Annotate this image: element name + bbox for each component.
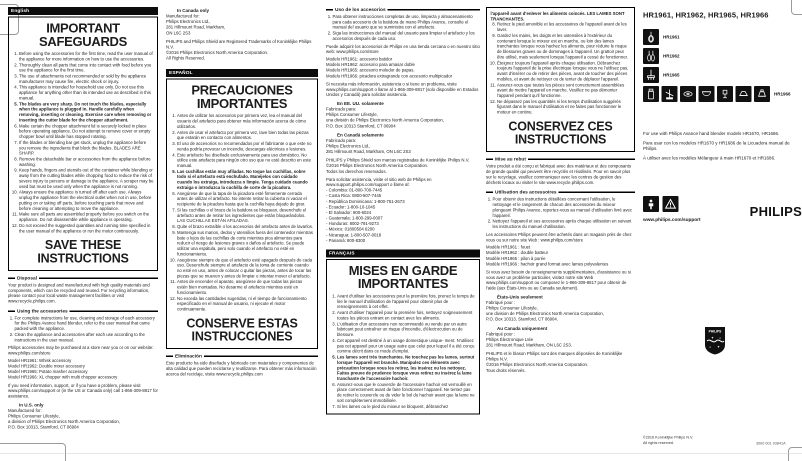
phone-line: - Nicaragua: 1-800-507-0018	[326, 232, 382, 238]
trademark-block	[166, 39, 318, 61]
canada-only-heading: In Canada only	[177, 8, 210, 13]
list-item: 11. Assurez-vous que toutes les pièces sont correctement assemblées avant de mettre l'appareil en marche. Veuillez ne pas démonter l'appareil pendant qu'il fonctionne.	[497, 82, 631, 98]
product-label: HR1966	[774, 91, 791, 97]
document-number: 3000 001 93841A	[756, 441, 786, 446]
caution-icon	[663, 196, 679, 212]
list-item: 10. Éteignez toujours l'appareil après chaque utilisation. Débranchez toujours l'appareil de la prise électrique lorsque vous ne l'utilisez pas, avant d'insérer ou de retirer des pièces, avant de toucher des pièces mobiles, et avant de nettoyer ou de tenter de déplacer l'appareil.	[497, 60, 631, 81]
canada-address-fr	[486, 331, 635, 348]
safeguards-list-french-1	[331, 293, 476, 409]
list-item: 7. If the blades or blending bar get stuck, unplug the appliance before you remove the ingredients that block the blades. BLADES ARE SHARP.	[19, 140, 154, 156]
chopper-bowl-icon	[699, 86, 715, 102]
address-line: a division of Philips Electronics North America Corporation,	[8, 419, 121, 425]
column-spanish-accessories-french	[326, 7, 480, 415]
list-item: 4. Este artefacto fue diseñado exclusivamente para uso doméstico. No utilice este artefacto para ningún otro uso que no esté descrito en este manual.	[177, 152, 314, 168]
footer-rights-line: All rights reserved.	[643, 440, 675, 445]
model-line: Modelo HR1966: picadora extragrande con accesorio multipicador	[326, 73, 453, 79]
utilisation-heading: Utilisation des accessoires	[495, 189, 557, 196]
uso-heading: Uso de los accesorios	[335, 7, 386, 13]
list-item: 12. Ne dépassez pas les quantités ni les temps d'utilisation suggérés figurant dans le manuel d'utilisation et ne faites pas fonctionner le moteur en continu.	[497, 99, 631, 115]
save-instructions-heading: SAVE THESE INSTRUCTIONS	[37, 238, 129, 266]
trademark-line: All Rights Reserved.	[166, 55, 205, 61]
svg-text:✦: ✦	[711, 336, 714, 340]
address-line: Philips Consumer Lifestyle,	[326, 112, 378, 118]
product-row-hr1966	[643, 86, 791, 102]
model-line: Modelo HR1962: accesorio para amasar doble	[326, 62, 415, 68]
list-item: 3. El uso de accesorios no recomendados por el fabricante o que este no venda podría provocar un incendio, descargas eléctricas o lesiones.	[177, 141, 314, 152]
address-line: Philips Electronics Ltd.,	[326, 143, 371, 149]
model-line: Modèle HR1962 : double batteur	[486, 250, 549, 256]
disposal-heading: Disposal	[17, 275, 37, 281]
trademark-line: PHILIPS and Philips Shield are Registered Trademarks of Koninklijke Philips N.V.	[166, 38, 312, 50]
us-address-es	[326, 107, 480, 129]
address-line: Philips Consumer Lifestyle,	[8, 413, 60, 419]
model-line: Model HR1966: XL chopper with multi chopper accessory	[8, 374, 118, 380]
purchase-paragraph: Philips accessories may be purchased at a store near you or on our website: www.philips.com/store	[8, 345, 154, 356]
address-line: Fabriqué pour :	[486, 299, 516, 305]
address-line: P.O. Box 10313 Stamford, CT 06904	[326, 123, 396, 129]
phone-line: - México: 01800504 6200	[326, 226, 375, 232]
phone-line: - Costa Rica: 0800-507-7445	[326, 193, 382, 199]
trademark-block-es	[326, 158, 480, 175]
list-item: 11. Make sure all parts are assembled properly before you switch on the appliance. Do not disassemble while appliance is operating.	[19, 212, 154, 223]
support-paragraph: If you need information, support, or if you have a problem, please visit www.philips.com/support or (in the US or Canada only) call 1-866-309-8817 for assistance.	[8, 382, 158, 399]
canada-address-es	[326, 138, 480, 155]
trademark-line: PHILIPS y Philips Shield son marcas registradas de Koninklijke Philips N.V.	[326, 157, 470, 163]
list-item: 6. Assurez-vous que le couvercle de l'accessoire hachoir est verrouillé en place correctement avant de faire fonctionner l'appareil. Ne tentez pas de retirer le couvercle ou de vider le bol du hachoir avant que la lame ne soit complètement immobilisée.	[337, 382, 476, 403]
support-paragraph-fr: Si vous avez besoin de renseignements supplémentaires, d'assistance ou si vous avez un problème particulier, visitez notre site Web www.philips.com/support ou composez le 1-866-309-8817 pour obtenir de l'aide (aux États-Unis ou au Canada seulement).	[486, 269, 631, 291]
read-manual-icon	[643, 196, 659, 212]
phones-intro: Para solicitar asistencia, visite el sitio web de Philips en www.support.philips.com/support o llame al:	[326, 176, 432, 188]
list-item: 2. Antes de usar el artefacto por primera vez, lave bien todas las piezas que estarán en contacto con alimentos.	[177, 130, 314, 141]
us-only-heading-fr: États-Unis seulement	[497, 294, 543, 300]
section-title: MISES EN GARDE IMPORTANTES	[348, 262, 458, 292]
list-item: 7. Si les lames ou le pied du mixeur se bloquent, débranchez	[337, 404, 476, 409]
xl-chopper-jar-icon	[643, 86, 659, 102]
column-english	[8, 7, 158, 430]
address-line: 281 Hillmount Road, Markham,	[166, 24, 226, 30]
address-line: Manufactured for:	[8, 407, 42, 413]
rebut-heading: Mise au rebut	[495, 156, 526, 163]
trademark-line: ©2016 Philips Electronics North America Corporation.	[326, 163, 429, 169]
safeguards-box-french-2	[486, 7, 635, 152]
model-line: Modèle HR1961 : fouet	[486, 244, 531, 250]
address-line: Fabriqué pour :	[486, 331, 516, 337]
model-line: Model HR1962: Double mixer accessory	[8, 363, 85, 369]
address-line: P.O. Box 10313, Stamford, CT 06904	[8, 424, 79, 430]
model-line: Modèle HR1966 : hachoir grand format avec lames polyvalentes	[486, 261, 609, 267]
list-item: 1. Para obtener instrucciones completas de uso, limpieza y almacenamiento para cada accesorio de la batidora de mano Philips Avance, consulte el manual del usuario que se suministra con el artefacto.	[333, 14, 481, 30]
compatibility-line: Para usar con los modelos HR1670 y HR1686 de la Licuadora manual de Philips.	[643, 140, 790, 152]
list-item: 9. Mantenga sus manos, dedos y utensilios fuera del contenedor mientras bate o lejos de las cuchillas de corte mientras pica alimentos para reducir el riesgo de lesiones graves o daños al artefacto. Se puede utilizar una espátula, pero solo cuando el artefacto no esté en funcionamiento.	[177, 230, 314, 257]
potato-masher-accessory-icon	[643, 67, 659, 83]
list-item: 8. Retirez le pied amovible et les accessoires de l'appareil avant de les laver.	[497, 22, 631, 33]
model-list-french	[486, 245, 635, 267]
svg-text:✦: ✦	[719, 337, 722, 340]
compatibility-line: For use with Philips Avance hand blender models HR1670, HR1686.	[643, 131, 780, 136]
list-item: 4. This appliance is intended for household use only. Do not use this appliance for anything other than its intended use as described in this manual.	[19, 85, 154, 101]
save-instructions-heading: CONSERVE ESTAS INSTRUCCIONES	[186, 316, 298, 344]
product-label: HR1961	[663, 34, 680, 40]
list-item: 8. Quite el brazo extraíble o los accesorios del artefacto antes de lavarlos.	[177, 224, 314, 229]
phone-line: - Panamá: 800-8300	[326, 237, 366, 243]
product-row-hr1965	[643, 67, 680, 83]
address-line: 281 Hillmount Road, Markham, ON L6C 2S3.	[486, 342, 572, 348]
address-line: una división de Philips Electronics North America Corporation,	[326, 117, 444, 123]
blade-protector-icon	[717, 86, 733, 102]
phone-line: - Colombia: 01-800-700-7445	[326, 187, 383, 193]
multi-blade-disc-icon	[680, 86, 696, 102]
compatibility-line: À utiliser avec les modèles Mélangeur à main HR1670 et HR1686.	[643, 155, 776, 161]
whisk-accessory-icon	[643, 29, 659, 45]
us-only-heading-es: En EE. UU. solamente	[337, 101, 384, 107]
section-title: PRECAUCIONES IMPORTANTES	[191, 82, 293, 111]
list-item: 3. L'utilisation d'un accessoire non recommandé ou vendu par un autre fabricant peut entraîner un risque d'incendie, d'électrocution ou de blessure.	[337, 321, 476, 337]
list-item: 4. Cet appareil est destiné à un usage domestique unique- ment. N'utilisez pas cet appareil pour un usage autre que celui pour lequel il a été conçu comme décrit dans ce mode d'emploi.	[337, 338, 476, 354]
phone-line: - El Salvador: 800-6024	[326, 209, 372, 215]
accessories-heading: Using the accessories	[17, 308, 68, 314]
continuation-text: l'appareil avant d'enlever les aliments coincés. LES LAMES SONT TRANCHANTES.	[490, 11, 625, 22]
list-item: 12. No exceda las cantidades sugeridas, ni el tiempo de funcionamiento especificado en el manual de usuario, ni ejecute el motor continuamente.	[177, 296, 314, 312]
safeguards-box-spanish	[166, 79, 318, 349]
address-line: ON L6C 2S3	[166, 30, 191, 36]
phone-line: - República Dominicana: 1-800-751-2673	[326, 198, 405, 204]
language-banner-spanish: ESPAÑOL	[166, 69, 318, 77]
eliminacion-heading: Eliminación	[175, 353, 202, 360]
chopper-blade-unit-icon	[662, 86, 678, 102]
disposal-body: Your product is designed and manufactured with high quality materials and components, which can be recycled and reused. For recycling information, please contact your local waste management facilities or visit www.recycle.philips.com.	[8, 282, 150, 304]
address-line: P.O. Box 10313, Stamford, CT 06904.	[486, 316, 558, 322]
rebut-body: Votre produit a été conçu et fabriqué avec des matériaux et des composants de grande qualité qui peuvent être recyclés et réutilisés. Pour en savoir plus sur le recyclage, veuillez communiquer avec les centres de gestion des déchets locaux ou visiter le site www.recycle.philips.com.	[486, 163, 631, 185]
safeguards-box-english	[8, 17, 158, 271]
section-title: IMPORTANT SAFEGUARDS	[38, 20, 127, 49]
model-list-spanish	[326, 57, 480, 79]
svg-text:✦: ✦	[717, 345, 720, 349]
column-spanish	[166, 7, 318, 377]
list-item: 2. Avant d'utiliser l'appareil pour la première fois, nettoyez soigneusement toutes les pièces entrant en contact avec les aliments.	[337, 310, 476, 321]
list-item: 5. Las cuchillas están muy afiladas. No toque las cuchillas, sobre todo si el artefacto está enchufado. Manéjelos con cuidado cuando los extraiga, introduzca o limpie. Tenga cuidado cuando extraiga o introduzca la cuchilla de corte de la picadora.	[177, 169, 314, 190]
corner-crop-mark	[0, 443, 66, 461]
purchase-paragraph-es: Puede adquirir los accesorios de Philips en una tienda cercana o en nuestro sitio web: www.philips.com/store	[326, 43, 480, 55]
trademark-line: ©2016 Philips Electronics North America Corporation.	[486, 362, 589, 368]
address-line: Philips Electronics Ltd.,	[166, 19, 211, 25]
list-item: 2. Nettoyez l'appareil et ses accessoires après chaque utilisation en suivant les instructions du manuel d'utilisation.	[493, 219, 636, 230]
list-item: 1. Before using the accessories for the first time, read the user manual of the appliance for more information on how to use the accessories.	[19, 51, 154, 62]
address-line: une division de Philips Electronics North America Corporation,	[486, 311, 604, 317]
list-item: 2. Thoroughly clean all parts that come into contact with food before you use the appliance for the first time.	[19, 62, 154, 73]
list-item: 8. Remove the detachable bar or accessories from the appliance before washing.	[19, 156, 154, 167]
safeguards-list-spanish	[171, 113, 314, 312]
phone-line: - Guatemala: 1-800-299-0007	[326, 215, 383, 221]
phone-list	[326, 188, 480, 244]
model-line: Modelo HR1965: accesorio moledor de papas.	[326, 67, 415, 73]
address-line: Fabricado para:	[326, 137, 357, 143]
us-only-heading: In U.S. only	[19, 402, 44, 408]
list-item: 5. Les lames sont très tranchantes. Ne touchez pas les lames, surtout lorsque l'appareil est branché. Manipulez ces éléments avec précaution lorsque vous les retirez, les insérez ou les nettoyez. Faites preuve de prudence lorsque vous retirez ou insérez la lame tranchante de l'accessoire hachoir.	[337, 355, 476, 382]
list-item: 1. Pour obtenir des instructions détaillées concernant l'utilisation, le nettoyage et le rangement de chacun des accessoires du mixeur plongeant Philips Avance, reportez-vous au manuel d'utilisation livré avec l'appareil.	[493, 197, 636, 218]
model-line: Model HR1961: Whisk accessory	[8, 357, 72, 363]
product-row-hr1962	[643, 48, 680, 64]
list-item: 6. Asegúrese de que la tapa de la picadora esté firmemente cerrada antes de utilizar el artefacto. No intente retirar la cubierta ni vaciar el recipiente de la picadora hasta que la cuchilla haya dejado de girar.	[177, 191, 314, 207]
address-line: 281 Hillmount Road, Markham, ON L6C 2S3	[326, 149, 411, 155]
list-item: 11. Antes de encender el aparato, asegúrese de que todas las piezas estén bien montadas. No desarme el artefacto mientras esté en funcionamiento.	[177, 279, 314, 295]
philips-shield-logo	[704, 326, 726, 355]
us-address-fr	[486, 300, 635, 322]
list-item: 10. Always ensure the appliance is turned off after each use. Always unplug the appliance from the electrical outlet when not in use, before putting on or taking off parts, before touching parts that move and before cleaning or attempting to move the appliance.	[19, 190, 154, 211]
accessories-list-english	[8, 315, 158, 342]
product-label: HR1965	[663, 72, 680, 78]
canada-address	[166, 14, 318, 36]
canada-only-heading-es: En Canadá solamente	[337, 132, 384, 138]
language-banner-french: FRANÇAIS	[326, 249, 480, 257]
safeguards-box-french-1	[326, 259, 480, 415]
trademark-line: ©2016 Philips Electronics North America Corporation.	[166, 50, 269, 56]
address-line: Fabricado para:	[326, 106, 357, 112]
address-line: Philips Consumer Lifestyle,	[486, 305, 538, 311]
language-banner-english: English	[8, 7, 158, 15]
footer-copyright-line: ©2016 Koninklijke Philips N.V.	[643, 435, 694, 440]
canada-only-heading-fr: Au Canada uniquement	[497, 325, 548, 331]
save-instructions-heading: CONSERVEZ CES INSTRUCTIONS	[508, 119, 613, 147]
address-line: Manufactured for:	[166, 13, 200, 19]
safeguards-list-french-2	[491, 22, 631, 115]
column-french-2	[486, 7, 635, 373]
phone-line: - Ecuador: 1-800-10-1045	[326, 204, 376, 210]
trademark-line: PHILIPS et le blason Philips sont des marques déposées de Koninklijke Philips N.V.	[486, 351, 623, 362]
model-list-english	[8, 358, 158, 380]
product-row-hr1961	[643, 29, 680, 45]
model-line: Modelo HR1961: accesorio batidor	[326, 56, 393, 62]
support-paragraph-es: Si necesita más información, asistencia o si tiene un problema, visite www.philips.com/support o llame al 1-866-309-8817 (solo disponible en Estados Unidos y Canadá) para solicitar asistencia.	[326, 81, 479, 98]
phone-line: - Honduras: 8002-791-9273	[326, 221, 379, 227]
us-address	[8, 408, 158, 430]
trademark-line: Tous droits réservés.	[486, 367, 526, 373]
chopper-parts-icons	[643, 86, 770, 102]
support-url: www.philips.com/support	[643, 217, 701, 223]
list-item: 1. For complete instructions for use, cleaning and storage of each accessory for the Philips Avance hand blender, refer to the user manual that came packed with the appliance.	[15, 315, 159, 331]
model-panel	[640, 0, 802, 461]
svg-text:✦: ✦	[709, 346, 712, 349]
footer-copyright	[643, 435, 693, 446]
utilisation-list	[486, 197, 635, 230]
safeguards-list-english	[13, 51, 154, 234]
list-item: 10. Asegúrese siempre de que el artefacto esté apagado después de cada uso. Desenchufe siempre el artefacto de la toma de corriente cuando no esté en uso, antes de colocar o quitar las piezas, antes de tocar las piezas que se mueven y antes de limpiar o intentar mover el artefacto.	[177, 257, 314, 278]
trademark-line: Todos los derechos reservados.	[326, 168, 387, 174]
svg-text:PHILIPS: PHILIPS	[708, 329, 722, 334]
uso-list	[326, 14, 480, 41]
list-item: 7. Si las cuchillas o el brazo de la batidora se bloquean, desenchufe el artefacto antes de retirar los ingredientes que están bloqueándolos. LAS CUCHILLAS ESTÁN AFILADAS.	[177, 207, 314, 223]
philips-wordmark: PHILIPS	[749, 204, 802, 219]
list-item: 2. Siga las instrucciones del manual del usuario para limpiar el artefacto y los accesorios después de cada uso.	[333, 31, 481, 42]
model-line: Modèle HR1965 : pilon à purée	[486, 255, 546, 261]
trademark-block-fr	[486, 351, 635, 373]
safety-icons-row	[643, 196, 679, 212]
geared-lid-icon	[754, 86, 770, 102]
list-item: 12. Do not exceed the suggested quantities and running time specified in the user manual of the appliance or run the motor continuously.	[19, 223, 154, 234]
double-mixer-accessory-icon	[643, 48, 659, 64]
chopper-lid-icon	[736, 86, 752, 102]
list-item: 3. The use of attachments not recommended or sold by the appliance manufacturer may cause fire, electric shock or injury.	[19, 73, 154, 84]
product-label: HR1962	[663, 53, 680, 59]
eliminacion-body: Este producto ha sido diseñado y fabricado con materiales y componentes de alta calidad que pueden reciclarse y reutilizarse. Para obtener más información acerca del reciclaje, visite www.recycle.philips.com	[166, 360, 317, 377]
list-item: 1. Avant d'utiliser les accessoires pour la première fois, prenez le temps de lire le manuel d'utilisation de l'appareil pour obtenir plus de renseignements à cet effet.	[337, 293, 476, 309]
list-item: 6. Make certain the chopper attachment lid is securely locked in place before operating appliance. Do not attempt to remove cover or empty chopper bowl until blade has stopped rotating.	[19, 123, 154, 139]
list-item: 9. Keep hands, fingers and utensils out of the container while blending or away from the cutting blades while chopping food to reduce the risk of severe injury to persons or damage to the appliance. A scraper may be used but must be used only when the appliance is not running.	[19, 168, 154, 189]
list-item: 5. The blades are very sharp. Do not touch the blades, especially when the appliance is plugged in. Handle carefully when removing, inserting or cleaning. Exercise care when removing or inserting the cutter blade for the chopper attachment.	[19, 101, 154, 122]
list-item: 2. Clean the appliance and accessories after each use according to the instructions in the user manual.	[15, 332, 159, 343]
list-item: 9. Gardez les mains, les doigts et les ustensiles à l'extérieur du contenant lorsque le mixeur est en marche, ou loin des lames tranchantes lorsque vous hachez les aliments, pour réduire le risque de blessures graves ou de dommages à l'appareil. Un grattoir peut être utilisé, mais seulement lorsque l'appareil a cessé de fonctionner.	[497, 33, 631, 60]
list-item: 1. Antes de utilizar los accesorios por primera vez, lea el manual del usuario del artefacto para obtener más información acerca de cómo utilizarlos.	[177, 113, 314, 129]
model-line: Model HR1965: Potato masher accessory	[8, 369, 88, 375]
address-line: Philips Électronique Ltée	[486, 336, 534, 342]
compatibility-note	[643, 131, 793, 165]
purchase-paragraph-fr: Les accessoires Philips peuvent être achetés dans un magasin près de chez vous ou sur notre site Web : www.philips.com/store	[486, 231, 632, 243]
model-panel-heading: HR1961, HR1962, HR1965, HR1966	[643, 11, 769, 20]
